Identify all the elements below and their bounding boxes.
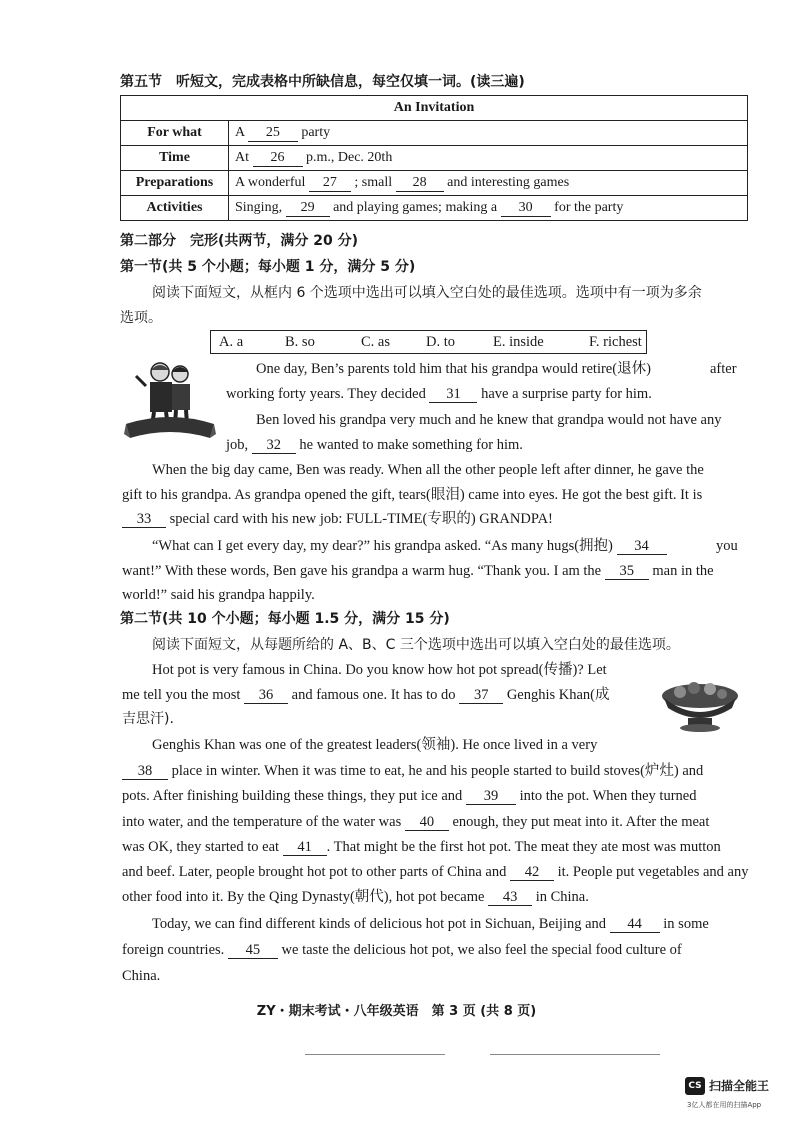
passage-line: after — [710, 361, 737, 377]
passage-line: Ben loved his grandpa very much and he knew that grandpa would not have any — [256, 412, 722, 428]
section1-instruction: 阅读下面短文，从框内 6 个选项中选出可以填入空白处的最佳选项。选项中有一项为多余 — [152, 285, 702, 301]
passage-line: you — [716, 538, 738, 554]
divider — [490, 1054, 660, 1055]
answer-blank: 34 — [617, 538, 667, 555]
option-c: C. as — [361, 334, 390, 350]
options-box — [210, 330, 647, 354]
answer-blank: 26 — [253, 150, 303, 167]
answer-blank: 36 — [244, 687, 288, 704]
table-row — [121, 146, 748, 171]
answer-blank: 38 — [122, 763, 168, 780]
cs-logo-icon: CS — [685, 1077, 705, 1095]
passage-line: world!” said his grandpa happily. — [122, 587, 315, 603]
row-content: A 25 party — [229, 121, 748, 146]
passage-line: was OK, they started to eat 41 . That might be the first hot pot. The meat they ate most was mutton — [122, 839, 721, 855]
answer-blank: 33 — [122, 511, 166, 528]
watermark-name: 扫描全能王 — [709, 1079, 770, 1093]
passage-line: One day, Ben’s parents told him that his grandpa would retire(退休) — [256, 361, 651, 377]
invitation-table — [120, 95, 748, 221]
hot-pot-icon — [658, 678, 742, 734]
passage-line: 38 place in winter. When it was time to eat, he and his people started to build stoves(炉灶) and — [122, 762, 703, 780]
part2-heading: 第二部分 完形(共两节，满分 20 分) — [120, 233, 359, 249]
answer-blank: 32 — [252, 437, 296, 454]
passage-line: and beef. Later, people brought hot pot to other parts of China and 42 it. People put vegetables and any — [122, 864, 749, 880]
row-label: Time — [121, 146, 229, 171]
row-label: Activities — [121, 196, 229, 221]
passage-line: pots. After finishing building these things, they put ice and 39 into the pot. When they turned — [122, 788, 697, 804]
answer-blank: 43 — [488, 889, 532, 906]
grandpa-illustration — [124, 358, 216, 448]
answer-blank: 44 — [610, 916, 660, 933]
answer-blank: 35 — [605, 563, 649, 580]
row-label: For what — [121, 121, 229, 146]
passage-line: want!” With these words, Ben gave his grandpa a warm hug. “Thank you. I am the 35 man in the — [122, 563, 714, 579]
passage-line: foreign countries. 45 we taste the delicious hot pot, we also feel the special food culture of — [122, 942, 682, 958]
table-row — [121, 121, 748, 146]
passage-line: 吉思汗). — [122, 711, 174, 727]
passage-line: China. — [122, 968, 161, 984]
passage-line: Hot pot is very famous in China. Do you know how hot pot spread(传播)? Let — [152, 662, 607, 678]
passage-line: into water, and the temperature of the water was 40 enough, they put meat into it. After the meat — [122, 814, 710, 830]
section1-instruction-cont: 选项。 — [120, 310, 162, 326]
answer-blank: 31 — [429, 386, 477, 403]
section2-instruction: 阅读下面短文，从每题所给的 A、B、C 三个选项中选出可以填入空白处的最佳选项。 — [152, 637, 680, 653]
table-title: An Invitation — [121, 96, 748, 121]
answer-blank: 42 — [510, 864, 554, 881]
section1-heading: 第一节(共 5 个小题；每小题 1 分，满分 5 分) — [120, 259, 416, 275]
option-a: A. a — [219, 334, 244, 350]
answer-blank: 27 — [309, 175, 351, 192]
row-content: A wonderful 27 ; small 28 and interesting games — [229, 171, 748, 196]
passage-line: 33 special card with his new job: FULL-TIME(专职的) GRANDPA! — [122, 510, 553, 528]
row-content: Singing, 29 and playing games; making a 30 for the party — [229, 196, 748, 221]
section2-heading: 第二节(共 10 个小题；每小题 1.5 分，满分 15 分) — [120, 611, 450, 627]
table-row — [121, 96, 748, 121]
passage-line: gift to his grandpa. As grandpa opened the gift, tears(眼泪) came into eyes. He got the best gift. It is — [122, 487, 703, 503]
option-b: B. so — [285, 334, 315, 350]
option-d: D. to — [426, 334, 455, 350]
answer-blank: 41 — [283, 839, 327, 856]
divider — [305, 1054, 445, 1055]
answer-blank: 30 — [501, 200, 551, 217]
watermark-subtitle: 3亿人都在用的扫描App — [687, 1101, 762, 1109]
answer-blank: 28 — [396, 175, 444, 192]
passage-line: Genghis Khan was one of the greatest leaders(领袖). He once lived in a very — [152, 737, 598, 753]
page-footer: ZY・期末考试・八年级英语 第 3 页 (共 8 页) — [256, 1004, 537, 1019]
answer-blank: 45 — [228, 942, 278, 959]
passage-line: other food into it. By the Qing Dynasty(朝代), hot pot became 43 in China. — [122, 889, 589, 905]
passage-line: When the big day came, Ben was ready. When all the other people left after dinner, he gave the — [152, 462, 704, 478]
answer-blank: 25 — [248, 125, 298, 142]
table-row — [121, 171, 748, 196]
section5-heading: 第五节 听短文，完成表格中所缺信息，每空仅填一词。(读三遍) — [120, 74, 525, 90]
row-content: At 26 p.m., Dec. 20th — [229, 146, 748, 171]
passage-line: job, 32 he wanted to make something for him. — [226, 437, 523, 453]
option-e: E. inside — [493, 334, 544, 350]
answer-blank: 40 — [405, 814, 449, 831]
passage-line: Today, we can find different kinds of delicious hot pot in Sichuan, Beijing and 44 in some — [152, 916, 709, 932]
answer-blank: 29 — [286, 200, 330, 217]
answer-blank: 39 — [466, 788, 516, 805]
passage-line: working forty years. They decided 31 have a surprise party for him. — [226, 386, 652, 402]
option-f: F. richest — [589, 334, 642, 350]
row-label: Preparations — [121, 171, 229, 196]
answer-blank: 37 — [459, 687, 503, 704]
passage-line: me tell you the most 36 and famous one. It has to do 37 Genghis Khan(成 — [122, 687, 610, 703]
passage-line: “What can I get every day, my dear?” his grandpa asked. “As many hugs(拥抱) 34 — [152, 537, 667, 555]
table-row — [121, 196, 748, 221]
